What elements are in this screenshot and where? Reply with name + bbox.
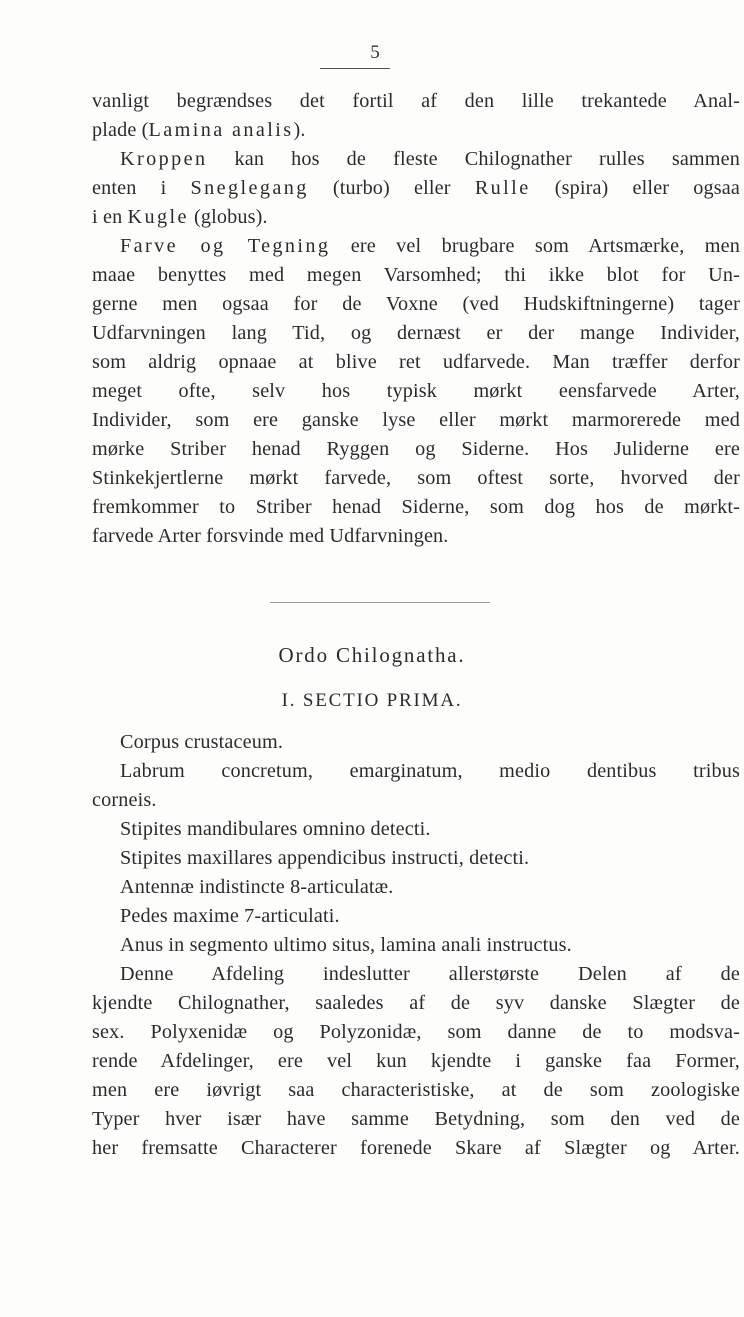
text-line: Antennæ indistincte 8-articulatæ. [120,876,394,898]
sectio-heading: I. SECTIO PRIMA. [281,690,463,711]
text-line: plade (Lamina analis). [92,119,306,141]
text-line: vanligt begrændses det fortil af den lille trekantede Anal- [92,90,740,112]
text-line: corneis. [92,789,157,811]
text-line: sex. Polyxenidæ og Polyzonidæ, som danne de to modsva- [92,1021,740,1043]
text-line: meget ofte, selv hos typisk mørkt eensfarvede Arter, [92,380,740,402]
text-line: men ere iøvrigt saa characteristiske, at de som zoologiske [92,1079,740,1101]
emphasized-term: Kroppen [120,148,208,170]
text-line: enten i Sneglegang (turbo) eller Rulle (spira) eller ogsaa [92,177,741,199]
emphasized-term: Farve og Tegning [120,235,331,257]
ordo-heading: Ordo Chilognatha. [278,643,466,667]
text-line: rende Afdelinger, ere vel kun kjendte i ganske faa Former, [92,1050,740,1072]
text-line: Stinkekjertlerne mørkt farvede, som oftest sorte, hvorved der [92,467,740,489]
text-line: mørke Striber henad Ryggen og Siderne. Hos Juliderne ere [92,438,740,460]
page-number-rule [320,68,390,69]
text-line: gerne men ogsaa for de Voxne (ved Hudskiftningerne) tager [92,293,740,315]
text-line: Farve og Tegning ere vel brugbare som Artsmærke, men [120,235,740,257]
latin-term: Lamina analis [148,119,294,141]
text-line: som aldrig opnaae at blive ret udfarvede. Man træffer derfor [92,351,740,373]
emphasized-term: Kugle [127,206,189,228]
text-line: her fremsatte Characterer forenede Skare af Slægter og Arter. [92,1137,740,1159]
text-line: Denne Afdeling indeslutter allerstørste Delen af de [120,963,740,985]
text-line: Corpus crustaceum. [120,731,284,753]
text-line: Individer, som ere ganske lyse eller mørkt marmorerede med [92,409,740,431]
text-line: Udfarvningen lang Tid, og dernæst er der mange Individer, [92,322,740,344]
emphasized-term: Rulle [474,177,531,199]
text-line: Pedes maxime 7-articulati. [120,905,340,927]
text-line: i en Kugle (globus). [92,206,268,228]
page-number: 5 [370,42,380,63]
text-line: Labrum concretum, emarginatum, medio dentibus tribus [120,760,740,782]
text-line: Stipites mandibulares omnino detecti. [120,818,431,840]
text-line: maae benyttes med megen Varsomhed; thi ikke blot for Un- [92,264,740,286]
text-line: Kroppen kan hos de fleste Chilognather rulles sammen [120,148,740,170]
emphasized-term: Sneglegang [190,177,309,199]
section-divider [270,602,490,603]
text-line: Typer hver især have samme Betydning, som den ved de [92,1108,740,1130]
text-line: kjendte Chilognather, saaledes af de syv danske Slægter de [92,992,740,1014]
text-line: farvede Arter forsvinde med Udfarvningen. [92,525,449,547]
text-line: Anus in segmento ultimo situs, lamina anali instructus. [120,934,572,956]
text-line: fremkommer to Striber henad Siderne, som dog hos de mørkt- [92,496,740,518]
text-line: Stipites maxillares appendicibus instructi, detecti. [120,847,530,869]
